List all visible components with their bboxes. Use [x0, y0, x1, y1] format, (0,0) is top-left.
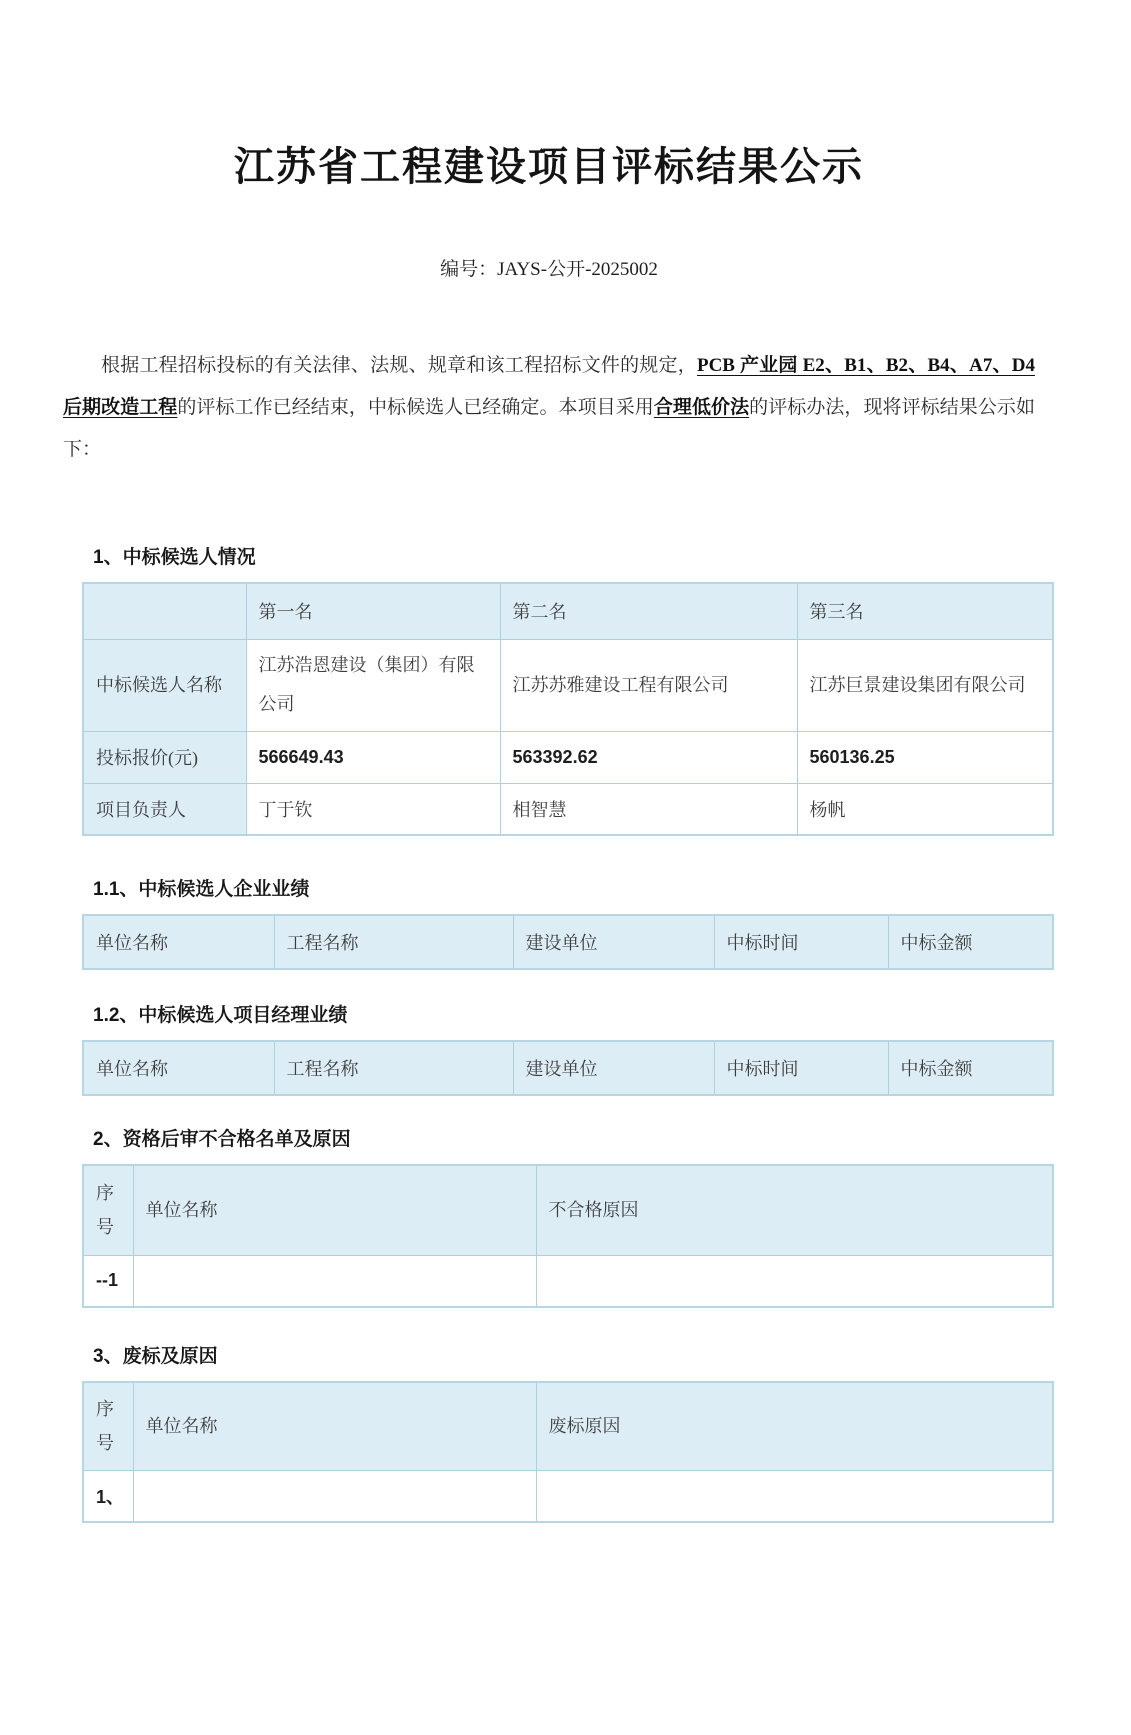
doc-number: [63, 254, 1035, 281]
document-page: [63, 135, 1035, 1523]
data-cell: 杨帆: [797, 783, 1053, 835]
header-cell-serial-no: 序号: [83, 1165, 133, 1255]
section-2-heading: 2、资格后审不合格名单及原因: [93, 1129, 351, 1150]
header-cell-award-amount: 中标金额: [888, 1041, 1053, 1095]
table-header-row: [83, 1382, 1053, 1470]
header-cell-unit-name: 单位名称: [83, 1041, 274, 1095]
row-label-bid-price: 投标报价(元): [83, 731, 246, 783]
header-cell-award-time: 中标时间: [714, 915, 888, 969]
doc-number-value: JAYS-公开-2025002: [497, 259, 658, 280]
serial-no-cell: --1: [83, 1255, 133, 1307]
header-cell-construction-unit: 建设单位: [513, 1041, 714, 1095]
table-row-candidate-name: [83, 639, 1053, 731]
section-1-2-heading: 1.2、中标候选人项目经理业绩: [93, 1005, 348, 1026]
data-cell: 江苏苏雅建设工程有限公司: [500, 639, 797, 731]
header-cell-unqualified-reason: 不合格原因: [536, 1165, 1053, 1255]
data-cell: [133, 1255, 536, 1307]
data-cell: 563392.62: [500, 731, 797, 783]
data-cell: 相智慧: [500, 783, 797, 835]
project-name-emphasis: PCB 产业园 E2、B1、B2、B4、A7、D4后期改造工程: [63, 355, 1035, 418]
data-cell: [536, 1470, 1053, 1522]
table-header-row: [83, 583, 1053, 639]
data-cell: [133, 1470, 536, 1522]
table-header-row: [83, 915, 1053, 969]
header-cell-unit-name: 单位名称: [133, 1165, 536, 1255]
table-header-row: [83, 1165, 1053, 1255]
data-cell: 560136.25: [797, 731, 1053, 783]
manager-performance-table: [82, 1040, 1054, 1096]
data-cell: [536, 1255, 1053, 1307]
intro-text-3: 的评标办法，现将评标结果公示如下：: [63, 397, 1035, 460]
candidates-table: [82, 582, 1054, 836]
header-cell-serial-no: 序号: [83, 1382, 133, 1470]
header-cell-unit-name: 单位名称: [133, 1382, 536, 1470]
data-cell: 江苏巨景建设集团有限公司: [797, 639, 1053, 731]
header-cell-third-place: 第三名: [797, 583, 1053, 639]
intro-text-2: 的评标工作已经结束，中标候选人已经确定。本项目采用: [177, 397, 654, 418]
header-cell-award-time: 中标时间: [714, 1041, 888, 1095]
header-cell-project-name: 工程名称: [274, 915, 513, 969]
section-1-heading: 1、中标候选人情况: [93, 547, 256, 568]
row-label-project-leader: 项目负责人: [83, 783, 246, 835]
row-label-candidate-name: 中标候选人名称: [83, 639, 246, 731]
header-cell-empty: [83, 583, 246, 639]
unqualified-list-table: [82, 1164, 1054, 1308]
page-title: 江苏省工程建设项目评标结果公示: [234, 144, 864, 189]
enterprise-performance-table: [82, 914, 1054, 970]
intro-paragraph: [63, 345, 1035, 471]
header-cell-construction-unit: 建设单位: [513, 915, 714, 969]
header-cell-first-place: 第一名: [246, 583, 500, 639]
data-cell: 江苏浩恩建设（集团）有限公司: [246, 639, 500, 731]
header-cell-second-place: 第二名: [500, 583, 797, 639]
header-cell-unit-name: 单位名称: [83, 915, 274, 969]
table-row-project-leader: [83, 783, 1053, 835]
data-cell: 丁于钦: [246, 783, 500, 835]
header-cell-rejected-reason: 废标原因: [536, 1382, 1053, 1470]
section-3-heading: 3、废标及原因: [93, 1346, 218, 1367]
section-1-1-heading: 1.1、中标候选人企业业绩: [93, 879, 310, 900]
header-cell-award-amount: 中标金额: [888, 915, 1053, 969]
doc-number-label: 编号：: [440, 259, 498, 280]
rejected-bids-table: [82, 1381, 1054, 1523]
table-row: [83, 1255, 1053, 1307]
table-row: [83, 1470, 1053, 1522]
intro-text-1: 根据工程招标投标的有关法律、法规、规章和该工程招标文件的规定，: [101, 355, 697, 376]
header-cell-project-name: 工程名称: [274, 1041, 513, 1095]
evaluation-method-emphasis: 合理低价法: [653, 397, 750, 418]
data-cell: 566649.43: [246, 731, 500, 783]
serial-no-cell: 1、: [83, 1470, 133, 1522]
table-row-bid-price: [83, 731, 1053, 783]
table-header-row: [83, 1041, 1053, 1095]
